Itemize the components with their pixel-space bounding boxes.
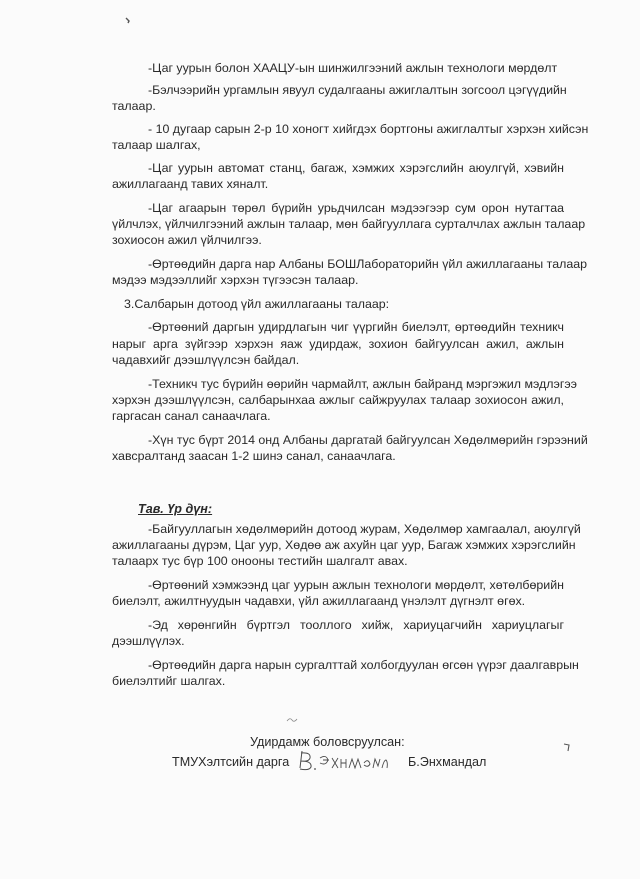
body-text-line: -Бэлчээрийн ургамлын явуул судалгааны ажиглалтын зогсоол цэгүүдийн — [148, 83, 567, 97]
body-text-line: -Өртөөний даргын удирдлагын чиг үүргийн биелэлт, өртөөдийн техникч — [148, 320, 564, 334]
body-text-line: гаргасан санал санаачлага. — [112, 409, 271, 423]
body-text-line: зохиосон ажил үйлчилгээ. — [112, 233, 262, 247]
body-text-line: нарыг арга зүйгээр хэрхэн яаж удирдаж, зохион байгуулсан ажил, ажлын — [112, 337, 564, 351]
scan-mark — [286, 716, 298, 724]
body-text-line: - 10 дугаар сарын 2-р 10 хоногт хийгдэх бортгоны ажиглалтыг хэрхэн хийсэн — [148, 122, 589, 136]
body-text-line: хавсралтанд заасан 1-2 шинэ санал, санаачлага. — [112, 449, 396, 463]
results-text-line: -Өртөөний хэмжээнд цаг уурын ажлын технологи мөрдөлт, хөтөлбөрийн — [148, 578, 564, 592]
results-text-line: биелэлт, ажилтнуудын чадавхи, үйл ажиллагаанд үнэлэлт дүгнэлт өгөх. — [112, 594, 526, 608]
body-text-line: -Техникч тус бүрийн өөрийн чармайлт, ажлын байранд мэргэжил мэдлэгээ — [148, 377, 577, 391]
body-text-line: мэдээ мэдээллийг хэрхэн түгээсэн талаар. — [112, 273, 359, 287]
body-text-line: -Цаг уурын болон ХААЦУ-ын шинжилгээний ажлын технологи мөрдөлт — [148, 61, 558, 75]
results-text-line: дээшлүүлэх. — [112, 634, 185, 648]
body-text-line: -Өртөөдийн дарга нар Албаны БОШЛабораторийн үйл ажиллагааны талаар — [148, 257, 587, 271]
results-heading: Тав. Үр дүн: — [138, 502, 213, 516]
body-text-line: талаар шалгах, — [112, 138, 201, 152]
signer-title: ТМУХэлтсийн дарга — [172, 755, 290, 769]
scan-mark — [562, 742, 572, 752]
prepared-label: Удирдамж боловсруулсан: — [250, 735, 405, 749]
signer-name: Б.Энхмандал — [408, 755, 487, 769]
results-text-line: талаарх тус бүр 100 онооны тестийн шалгалт авах. — [112, 554, 408, 568]
body-text-line: 3.Салбарын дотоод үйл ажиллагааны талаар: — [124, 297, 390, 311]
body-text-line: -Цаг уурын автомат станц, багаж, хэмжих хэрэгслийн аюулгүй, хэвийн — [148, 161, 564, 175]
results-text-line: -Байгууллагын хөдөлмөрийн дотоод журам, Хөдөлмөр хамгаалал, аюулгүй — [148, 522, 581, 536]
body-text-line: чадавхийг дээшлүүлсэн байдал. — [112, 353, 300, 367]
body-text-line: үйлчлэх, үйлчилгээний ажлын талаар, мөн байгууллага сурталчлах ажлын талаар — [112, 217, 586, 231]
results-text-line: -Эд хөрөнгийн бүртгэл тооллого хийж, хариуцагчийн хариуцлагыг — [148, 618, 564, 632]
body-text-line: -Хүн тус бүрт 2014 онд Албаны даргатай байгуулсан Хөдөлмөрийн гэрээний — [148, 433, 588, 447]
scan-mark — [124, 16, 134, 26]
results-text-line: -Өртөөдийн дарга нарын сургалттай холбогдуулан өгсөн үүрэг даалгаврын — [148, 658, 579, 672]
body-text-line: -Цаг агаарын төрөл бүрийн урьдчилсан мэдээгээр сум орон нутагтаа — [148, 201, 564, 215]
results-text-line: биелэлтийг шалгах. — [112, 674, 226, 688]
body-text-line: ажиллагаанд тавих хяналт. — [112, 177, 269, 191]
results-text-line: ажиллагааны дүрэм, Цаг уур, Хөдөө аж ахуйн цаг уур, Багаж хэмжих хэрэгслийн — [112, 538, 576, 552]
body-text-line: талаар. — [112, 99, 156, 113]
handwritten-signature — [296, 748, 392, 774]
body-text-line: хэрхэн дээшлүүлсэн, салбарынхаа ажлыг сайжруулах талаар зохиосон ажил, — [112, 393, 564, 407]
